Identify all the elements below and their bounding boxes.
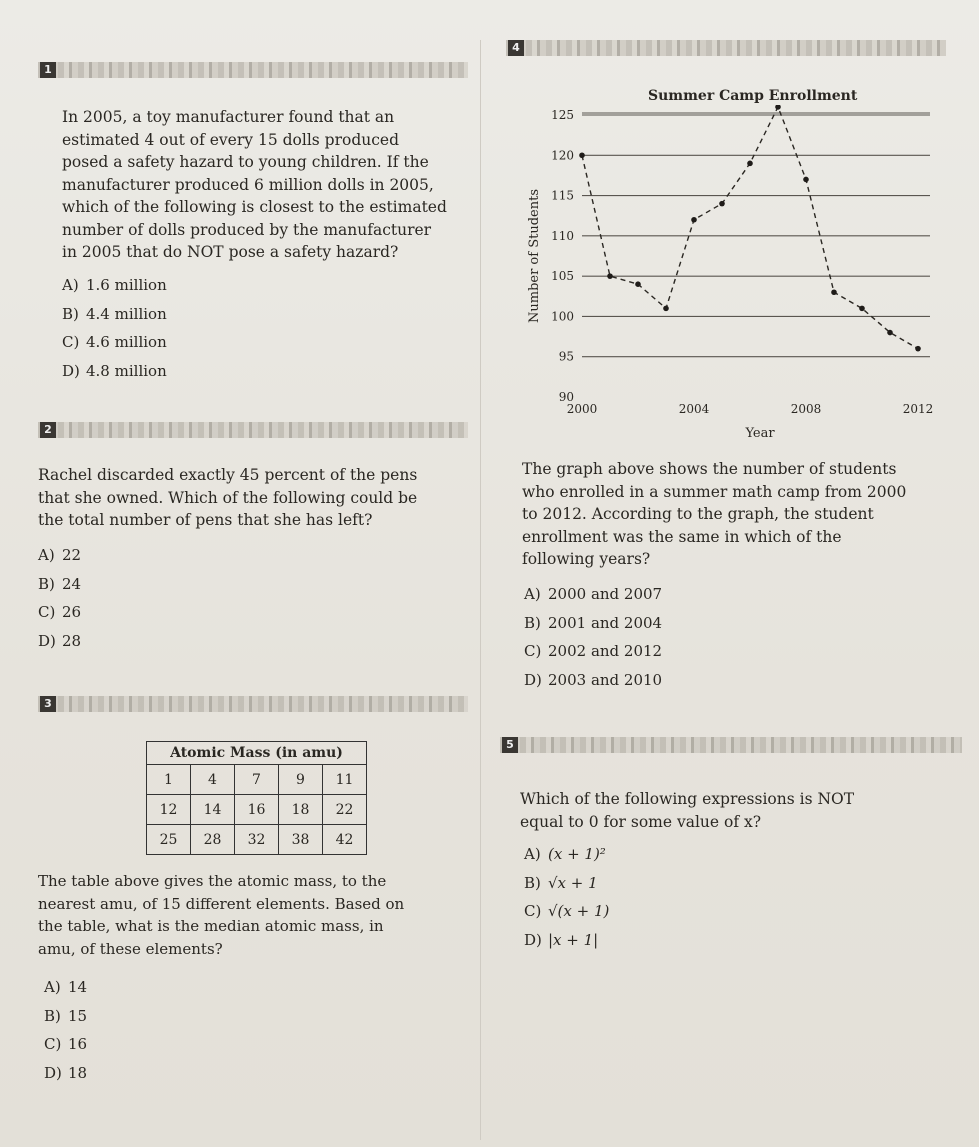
q5-choices xyxy=(524,840,609,954)
q5-stem-line: equal to 0 for some value of x? xyxy=(520,812,762,831)
table-cell: 14 xyxy=(191,795,235,825)
q2-header-bar xyxy=(38,422,468,438)
enrollment-line xyxy=(582,107,918,349)
table-cell: 22 xyxy=(323,795,367,825)
x-tick-label: 2004 xyxy=(678,402,710,416)
q5-stem-line: Which of the following expressions is NOT xyxy=(520,790,855,808)
q1-choice-a[interactable]: A) 1.6 million xyxy=(62,276,167,294)
table-cell: 1 xyxy=(147,765,191,795)
q1-stem-line: In 2005, a toy manufacturer found that an xyxy=(62,108,395,126)
y-tick-label: 90 xyxy=(558,390,574,404)
q1-stem xyxy=(62,106,447,264)
data-point xyxy=(859,306,865,312)
q1-stem-line: estimated 4 out of every 15 dolls produced xyxy=(62,130,399,149)
enrollment-chart xyxy=(520,105,960,455)
q2-number: 2 xyxy=(40,422,56,438)
q4-stem xyxy=(522,458,906,571)
x-tick-label: 2012 xyxy=(902,402,934,416)
chart-x-label: Year xyxy=(745,426,775,441)
table-row xyxy=(147,825,367,855)
q5-header-bar xyxy=(500,737,962,753)
q4-stem-line: The graph above shows the number of students xyxy=(522,460,897,478)
y-tick-label: 120 xyxy=(551,148,574,163)
q4-choice-b[interactable]: B) 2001 and 2004 xyxy=(524,613,663,632)
data-point xyxy=(719,201,725,207)
q5-choice-a[interactable]: A) (x + 1)² xyxy=(524,845,606,863)
data-point xyxy=(607,273,613,279)
q3-choices xyxy=(44,973,87,1087)
q4-number: 4 xyxy=(508,40,524,56)
chart-title: Summer Camp Enrollment xyxy=(648,88,858,104)
q4-choice-c[interactable]: C) 2002 and 2012 xyxy=(524,642,663,660)
q3-stem-line: nearest amu, of 15 different elements. Based on xyxy=(38,894,405,913)
data-point xyxy=(887,330,893,336)
q4-stem-line: following years? xyxy=(522,550,651,568)
y-tick-label: 95 xyxy=(558,349,574,364)
q2-choice-b[interactable]: B) 24 xyxy=(38,574,82,593)
table-title: Atomic Mass (in amu) xyxy=(147,742,367,765)
q3-choice-b[interactable]: B) 15 xyxy=(44,1006,88,1025)
table-cell: 16 xyxy=(235,795,279,825)
y-tick-label: 125 xyxy=(551,108,574,122)
q3-choice-a[interactable]: A) 14 xyxy=(44,978,88,996)
q2-choice-c[interactable]: C) 26 xyxy=(38,603,82,621)
q1-choice-d[interactable]: D) 4.8 million xyxy=(62,361,167,380)
q4-stem-line: who enrolled in a summer math camp from 2000 xyxy=(522,482,907,501)
table-row xyxy=(147,765,367,795)
y-tick-label: 100 xyxy=(551,309,574,324)
table-cell: 9 xyxy=(279,765,323,795)
chart-points xyxy=(579,105,921,351)
data-point xyxy=(747,161,753,167)
data-point xyxy=(579,152,585,158)
q3-number: 3 xyxy=(40,696,56,712)
q4-stem-line: to 2012. According to the graph, the student xyxy=(522,505,874,523)
q3-header-bar xyxy=(38,696,468,712)
q3-stem-line: the table, what is the median atomic mass, in xyxy=(38,917,384,935)
table-cell: 18 xyxy=(279,795,323,825)
data-point xyxy=(635,281,641,287)
q3-stem xyxy=(38,870,404,960)
q3-choice-d[interactable]: D) 18 xyxy=(44,1063,88,1082)
q2-stem-line: that she owned. Which of the following could be xyxy=(38,488,418,507)
q1-stem-line: posed a safety hazard to young children. If the xyxy=(62,153,429,171)
q2-choices xyxy=(38,541,81,655)
q1-number: 1 xyxy=(40,62,56,78)
q2-stem xyxy=(38,464,417,532)
q1-choice-c[interactable]: C) 4.6 million xyxy=(62,333,167,351)
data-point xyxy=(691,217,697,223)
q1-header-bar xyxy=(38,62,468,78)
q1-stem-line: manufacturer produced 6 million dolls in 2005, xyxy=(62,175,434,194)
y-tick-label: 110 xyxy=(551,228,574,243)
data-point xyxy=(915,346,921,352)
table-cell: 25 xyxy=(147,825,191,855)
q5-stem xyxy=(520,788,854,833)
q4-header-bar xyxy=(506,40,946,56)
q1-stem-line: number of dolls produced by the manufacturer xyxy=(62,220,432,239)
table-cell: 38 xyxy=(279,825,323,855)
q2-stem-line: the total number of pens that she has left? xyxy=(38,511,373,529)
chart-y-label: Number of Students xyxy=(527,189,542,323)
data-point xyxy=(831,289,837,295)
table-cell: 28 xyxy=(191,825,235,855)
q5-choice-b[interactable]: B) √x + 1 xyxy=(524,873,598,892)
q1-choices xyxy=(62,271,167,385)
q3-stem-line: The table above gives the atomic mass, to the xyxy=(38,872,387,890)
q3-stem-line: amu, of these elements? xyxy=(38,939,223,958)
q5-choice-d[interactable]: D) |x + 1| xyxy=(524,930,599,949)
q3-choice-c[interactable]: C) 16 xyxy=(44,1035,88,1053)
table-cell: 11 xyxy=(323,765,367,795)
column-divider xyxy=(480,40,481,1140)
q5-choice-c[interactable]: C) √(x + 1) xyxy=(524,902,610,920)
table-row xyxy=(147,795,367,825)
table-cell: 4 xyxy=(191,765,235,795)
q4-choice-a[interactable]: A) 2000 and 2007 xyxy=(524,585,663,603)
q4-stem-line: enrollment was the same in which of the xyxy=(522,527,842,546)
chart-y-ticks xyxy=(551,108,574,404)
q2-choice-d[interactable]: D) 28 xyxy=(38,631,82,650)
x-tick-label: 2000 xyxy=(566,402,598,416)
table-cell: 7 xyxy=(235,765,279,795)
table-cell: 12 xyxy=(147,795,191,825)
data-point xyxy=(775,105,781,110)
y-tick-label: 115 xyxy=(551,188,574,203)
q5-number: 5 xyxy=(502,737,518,753)
y-tick-label: 105 xyxy=(551,269,574,284)
q1-choice-b[interactable]: B) 4.4 million xyxy=(62,304,167,323)
chart-grid xyxy=(582,113,930,357)
q2-choice-a[interactable]: A) 22 xyxy=(38,546,82,564)
chart-x-ticks xyxy=(567,402,934,416)
table-cell: 32 xyxy=(235,825,279,855)
q4-choices xyxy=(524,580,662,694)
q1-stem-line: which of the following is closest to the estimated xyxy=(62,198,447,216)
q2-stem-line: Rachel discarded exactly 45 percent of the pens xyxy=(38,466,418,484)
data-point xyxy=(663,306,669,312)
x-tick-label: 2008 xyxy=(790,402,822,416)
table-cell: 42 xyxy=(323,825,367,855)
q1-stem-line: in 2005 that do NOT pose a safety hazard? xyxy=(62,243,399,261)
data-point xyxy=(803,177,809,183)
atomic-mass-table xyxy=(146,741,367,855)
q4-choice-d[interactable]: D) 2003 and 2010 xyxy=(524,670,663,689)
